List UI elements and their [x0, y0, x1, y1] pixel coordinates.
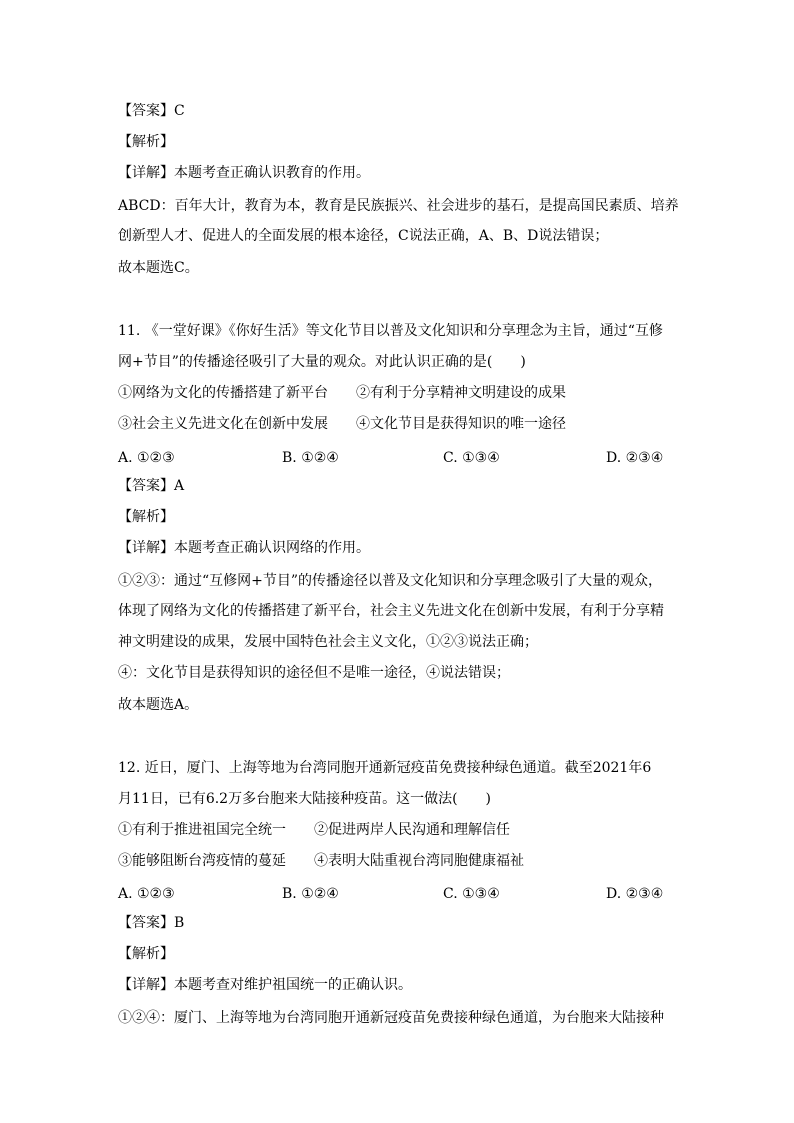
q11-options [118, 448, 678, 468]
q12-analysis-heading: 【解析】 [118, 946, 174, 962]
q12-explanation-line-1: ①②④：厦门、上海等地为台湾同胞开通新冠疫苗免费接种绿色通道，为台胞来大陆接种 [118, 1010, 664, 1026]
q10-detail: 【详解】本题考查正确认识教育的作用。 [118, 165, 370, 181]
q12-stem-line-1: 12. 近日，厦门、上海等地为台湾同胞开通新冠疫苗免费接种绿色通道。截至2021年6 [118, 760, 652, 776]
q12-option-a: A. ①②③ [118, 886, 175, 902]
q10-analysis-heading: 【解析】 [118, 134, 174, 150]
q12-option-b: B. ①②④ [282, 886, 339, 902]
q10-explanation-line-1: ABCD：百年大计，教育为本，教育是民族振兴、社会进步的基石，是提高国民素质、培养 [118, 198, 679, 214]
q11-conclusion: 故本题选A。 [118, 697, 199, 713]
q12-statement-line-1: ①有利于推进祖国完全统一 ②促进两岸人民沟通和理解信任 [118, 822, 510, 838]
q11-detail: 【详解】本题考查正确认识网络的作用。 [118, 540, 370, 556]
q11-stem-line-1: 11. 《一堂好课》《你好生活》等文化节目以普及文化知识和分享理念为主旨，通过“互修 [118, 323, 663, 339]
q11-statement-line-1: ①网络为文化的传播搭建了新平台 ②有利于分享精神文明建设的成果 [118, 385, 566, 401]
q11-explanation-line-1: ①②③：通过“互修网+节目”的传播途径以普及文化知识和分享理念吸引了大量的观众， [118, 573, 663, 589]
q12-options [118, 884, 678, 904]
q11-explanation-line-3: 神文明建设的成果，发展中国特色社会主义文化，①②③说法正确； [118, 634, 538, 650]
q11-stem-line-2: 网+节目”的传播途径吸引了大量的观众。对此认识正确的是( ) [118, 354, 526, 370]
q12-statement-line-2: ③能够阻断台湾疫情的蔓延 ④表明大陆重视台湾同胞健康福祉 [118, 853, 524, 869]
q12-option-c: C. ①③④ [443, 886, 500, 902]
q12-stem-line-2: 月11日，已有6.2万多台胞来大陆接种疫苗。这一做法( ) [118, 791, 492, 807]
q11-option-b: B. ①②④ [282, 450, 339, 466]
q11-analysis-heading: 【解析】 [118, 509, 174, 525]
q10-explanation-line-2: 创新型人才、促进人的全面发展的根本途径，C说法正确，A、B、D说法错误； [118, 228, 609, 244]
q11-option-d: D. ②③④ [606, 450, 664, 466]
q11-explanation-line-4: ④：文化节目是获得知识的途径但不是唯一途径，④说法错误； [118, 665, 510, 681]
q11-statement-line-2: ③社会主义先进文化在创新中发展 ④文化节目是获得知识的唯一途径 [118, 416, 566, 432]
q12-detail: 【详解】本题考查对维护祖国统一的正确认识。 [118, 977, 412, 993]
q11-answer: 【答案】A [118, 478, 185, 494]
q10-answer: 【答案】C [118, 103, 185, 119]
q11-option-a: A. ①②③ [118, 450, 175, 466]
q11-explanation-line-2: 体现了网络为文化的传播搭建了新平台，社会主义先进文化在创新中发展，有利于分享精 [118, 603, 664, 619]
q12-option-d: D. ②③④ [606, 886, 664, 902]
q12-answer: 【答案】B [118, 915, 185, 931]
q10-conclusion: 故本题选C。 [118, 260, 199, 276]
q11-option-c: C. ①③④ [443, 450, 500, 466]
